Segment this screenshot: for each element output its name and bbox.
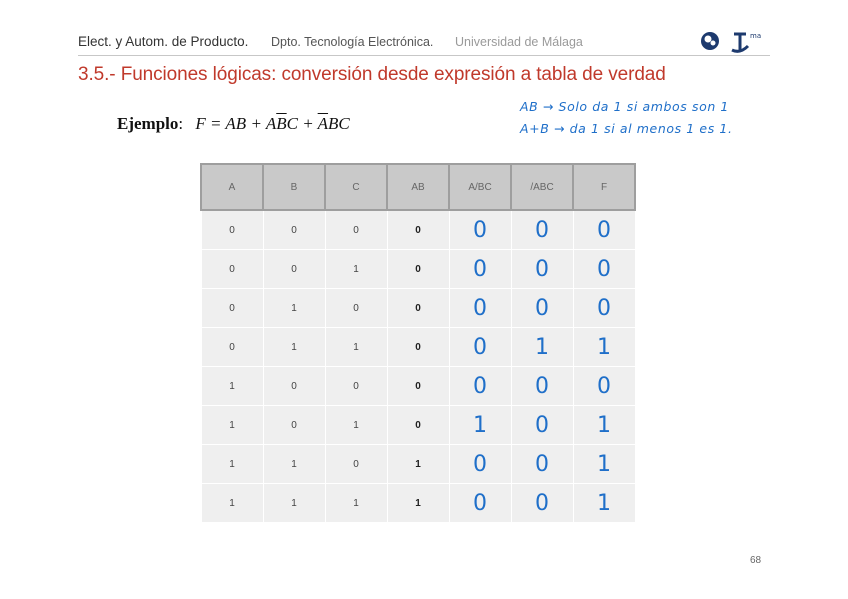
table-cell: 0 bbox=[511, 367, 573, 406]
col-header-a-notb-c: A/BC bbox=[449, 164, 511, 210]
formula: F = AB + $A\overline{B}C + \overline{A}BC$ bbox=[195, 114, 350, 133]
table-cell: 1 bbox=[511, 328, 573, 367]
table-cell: 0 bbox=[573, 250, 635, 289]
table-cell: 0 bbox=[511, 210, 573, 250]
table-cell: 0 bbox=[201, 328, 263, 367]
table-cell: 0 bbox=[573, 289, 635, 328]
table-cell: 1 bbox=[325, 406, 387, 445]
table-cell: 1 bbox=[573, 484, 635, 523]
table-cell: 0 bbox=[387, 210, 449, 250]
table-cell: 1 bbox=[325, 328, 387, 367]
table-row bbox=[201, 328, 635, 367]
table-cell: 0 bbox=[449, 250, 511, 289]
course-name: Elect. y Autom. de Producto. bbox=[78, 34, 249, 49]
table-cell: 1 bbox=[263, 328, 325, 367]
table-header-row bbox=[201, 164, 635, 210]
table-row bbox=[201, 445, 635, 484]
table-cell: 0 bbox=[201, 289, 263, 328]
table-cell: 0 bbox=[449, 328, 511, 367]
department-name: Dpto. Tecnología Electrónica. bbox=[271, 35, 434, 49]
header bbox=[78, 34, 768, 52]
table-cell: 0 bbox=[387, 328, 449, 367]
table-cell: 0 bbox=[325, 367, 387, 406]
table-cell: 1 bbox=[387, 445, 449, 484]
table-cell: 0 bbox=[263, 210, 325, 250]
table-cell: 0 bbox=[511, 250, 573, 289]
table-cell: 1 bbox=[201, 484, 263, 523]
table-cell: 1 bbox=[387, 484, 449, 523]
handwritten-note-and: AB → Solo da 1 si ambos son 1 bbox=[520, 99, 729, 114]
table-cell: 0 bbox=[449, 484, 511, 523]
col-header-a: A bbox=[201, 164, 263, 210]
table-cell: 0 bbox=[325, 289, 387, 328]
table-cell: 1 bbox=[325, 484, 387, 523]
table-cell: 0 bbox=[511, 289, 573, 328]
table-cell: 1 bbox=[573, 445, 635, 484]
table-cell: 1 bbox=[263, 484, 325, 523]
col-header-f: F bbox=[573, 164, 635, 210]
table-cell: 0 bbox=[387, 367, 449, 406]
table-row bbox=[201, 250, 635, 289]
table-row bbox=[201, 210, 635, 250]
table-cell: 0 bbox=[573, 367, 635, 406]
table-cell: 1 bbox=[201, 445, 263, 484]
table-cell: 0 bbox=[263, 406, 325, 445]
table-cell: 0 bbox=[387, 250, 449, 289]
table-cell: 0 bbox=[511, 445, 573, 484]
table-cell: 0 bbox=[449, 367, 511, 406]
table-cell: 0 bbox=[387, 289, 449, 328]
table-cell: 1 bbox=[263, 289, 325, 328]
table-cell: 0 bbox=[511, 484, 573, 523]
svg-text:ma: ma bbox=[750, 32, 762, 40]
table-cell: 1 bbox=[573, 328, 635, 367]
table-cell: 1 bbox=[201, 367, 263, 406]
table-row bbox=[201, 406, 635, 445]
table-cell: 0 bbox=[449, 445, 511, 484]
university-logo-icon bbox=[700, 28, 770, 54]
table-cell: 1 bbox=[263, 445, 325, 484]
table-cell: 0 bbox=[263, 367, 325, 406]
table-cell: 0 bbox=[201, 210, 263, 250]
header-divider bbox=[78, 55, 770, 56]
slide-title: 3.5.- Funciones lógicas: conversión desde expresión a tabla de verdad bbox=[78, 64, 666, 85]
table-cell: 1 bbox=[449, 406, 511, 445]
col-header-c: C bbox=[325, 164, 387, 210]
table-row bbox=[201, 484, 635, 523]
page-number: 68 bbox=[750, 555, 762, 566]
university-name: Universidad de Málaga bbox=[455, 35, 583, 49]
table-cell: 1 bbox=[201, 406, 263, 445]
table-cell: 0 bbox=[263, 250, 325, 289]
handwritten-note-or: A+B → da 1 si al menos 1 es 1. bbox=[520, 121, 733, 136]
truth-table bbox=[200, 163, 636, 523]
example-label: Ejemplo bbox=[117, 114, 179, 133]
table-cell: 0 bbox=[449, 210, 511, 250]
col-header-nota-b-c: /ABC bbox=[511, 164, 573, 210]
col-header-ab: AB bbox=[387, 164, 449, 210]
table-cell: 1 bbox=[573, 406, 635, 445]
table-cell: 1 bbox=[325, 250, 387, 289]
example-formula: Ejemplo: F = AB + $A\overline{B}C + \overline{A}BC$ bbox=[117, 114, 350, 133]
table-cell: 0 bbox=[325, 445, 387, 484]
table-row bbox=[201, 289, 635, 328]
table-cell: 0 bbox=[201, 250, 263, 289]
table-cell: 0 bbox=[449, 289, 511, 328]
table-cell: 0 bbox=[387, 406, 449, 445]
table-cell: 0 bbox=[573, 210, 635, 250]
col-header-b: B bbox=[263, 164, 325, 210]
table-cell: 0 bbox=[325, 210, 387, 250]
table-cell: 0 bbox=[511, 406, 573, 445]
table-row bbox=[201, 367, 635, 406]
